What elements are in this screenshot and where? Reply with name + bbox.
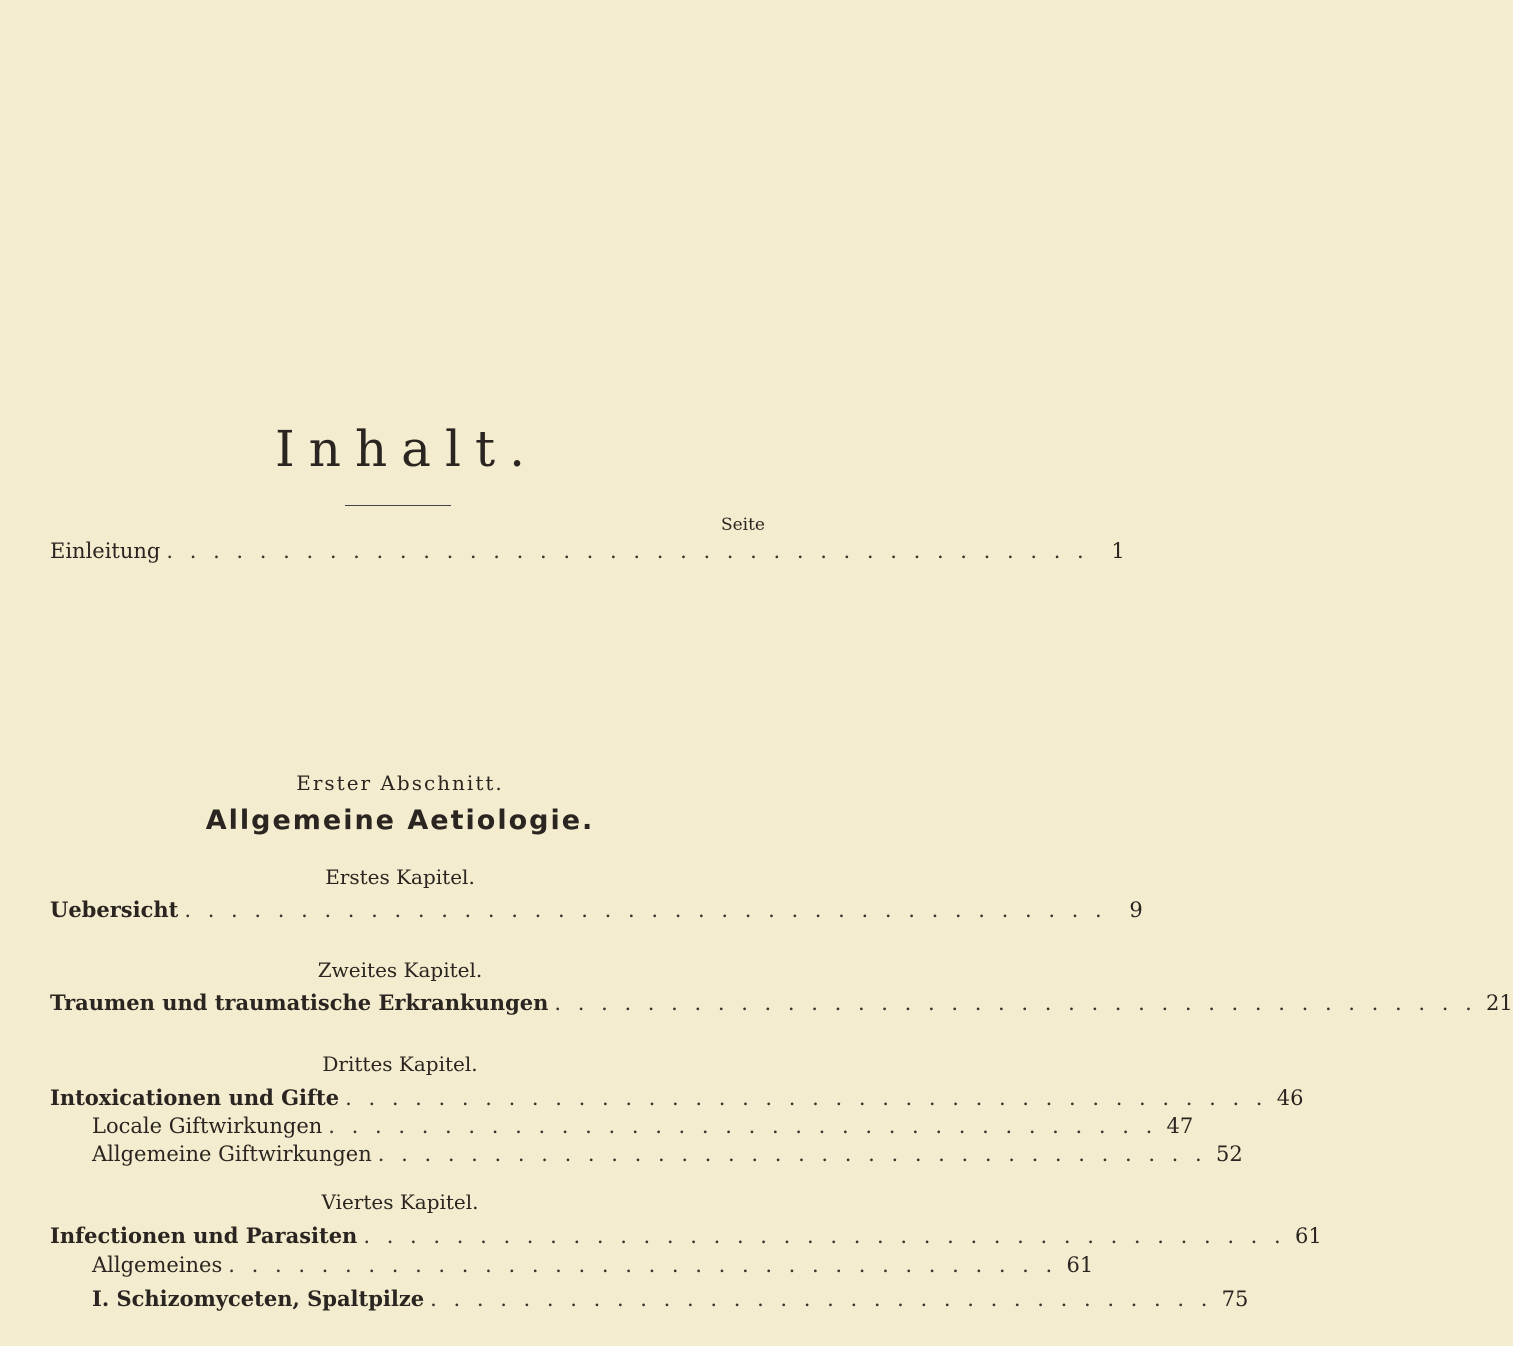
entry-page: 61 [1066, 1253, 1094, 1277]
chapter-label: Erstes Kapitel. [325, 865, 475, 889]
toc-entry-einleitung [50, 538, 1125, 564]
leader-dots: . . . . . . . . . . . . . . . . . . . . . . . . . . . . . . . . . . . . [228, 1253, 1058, 1277]
entry-label: Infectionen und Parasiten [50, 1223, 358, 1248]
toc-entry [92, 1141, 1243, 1167]
page-title: Inhalt. [275, 420, 539, 478]
entry-page: 9 [1129, 898, 1143, 922]
leader-dots: . . . . . . . . . . . . . . . . . . . . . . . . . . . . . . . . . . [430, 1287, 1213, 1311]
section-label: Erster Abschnitt. [296, 771, 504, 795]
entry-label: Locale Giftwirkungen [92, 1114, 323, 1138]
entry-page: 75 [1221, 1287, 1249, 1311]
toc-entry-subsection [92, 1286, 1249, 1312]
leader-dots: . . . . . . . . . . . . . . . . . . . . . . . . . . . . . . . . . . . . [377, 1142, 1207, 1166]
leader-dots: . . . . . . . . . . . . . . . . . . . . . . . . . . . . . . . . . . . . . . . . [554, 991, 1477, 1015]
seite-label: Seite [720, 515, 765, 535]
entry-label: Einleitung [50, 539, 161, 563]
chapter-label: Zweites Kapitel. [317, 958, 483, 982]
entry-label: Allgemeine Giftwirkungen [92, 1142, 372, 1166]
entry-page: 1 [1111, 539, 1125, 563]
leader-dots: . . . . . . . . . . . . . . . . . . . . . . . . . . . . . . . . . . . . . . . . [363, 1224, 1286, 1248]
section-title: Allgemeine Aetiologie. [205, 805, 595, 836]
toc-entry-chapter [50, 897, 1143, 923]
leader-dots: . . . . . . . . . . . . . . . . . . . . . . . . . . . . . . . . . . . . . . . . [345, 1086, 1268, 1110]
leader-dots: . . . . . . . . . . . . . . . . . . . . . . . . . . . . . . . . . . . . [328, 1114, 1158, 1138]
entry-page: 21 [1486, 991, 1513, 1015]
chapter-label: Drittes Kapitel. [322, 1052, 478, 1076]
toc-entry-chapter [50, 990, 1513, 1016]
entry-label: Traumen und traumatische Erkrankungen [50, 990, 549, 1015]
toc-entry [92, 1113, 1194, 1139]
title-rule [345, 505, 451, 506]
toc-entry-chapter [50, 1223, 1322, 1249]
entry-label: I. Schizomyceten, Spaltpilze [92, 1286, 425, 1311]
entry-page: 52 [1215, 1142, 1243, 1166]
toc-entry [92, 1252, 1094, 1278]
leader-dots: . . . . . . . . . . . . . . . . . . . . . . . . . . . . . . . . . . . . . . . . [184, 898, 1107, 922]
entry-page: 61 [1294, 1224, 1322, 1248]
entry-page: 47 [1166, 1114, 1194, 1138]
leader-dots: . . . . . . . . . . . . . . . . . . . . . . . . . . . . . . . . . . . . . . . . [166, 539, 1089, 563]
chapter-label: Viertes Kapitel. [321, 1190, 479, 1214]
toc-entry-chapter [50, 1085, 1304, 1111]
entry-label: Uebersicht [50, 897, 179, 922]
entry-label: Intoxicationen und Gifte [50, 1085, 340, 1110]
entry-label: Allgemeines [92, 1253, 223, 1277]
entry-page: 46 [1276, 1086, 1304, 1110]
